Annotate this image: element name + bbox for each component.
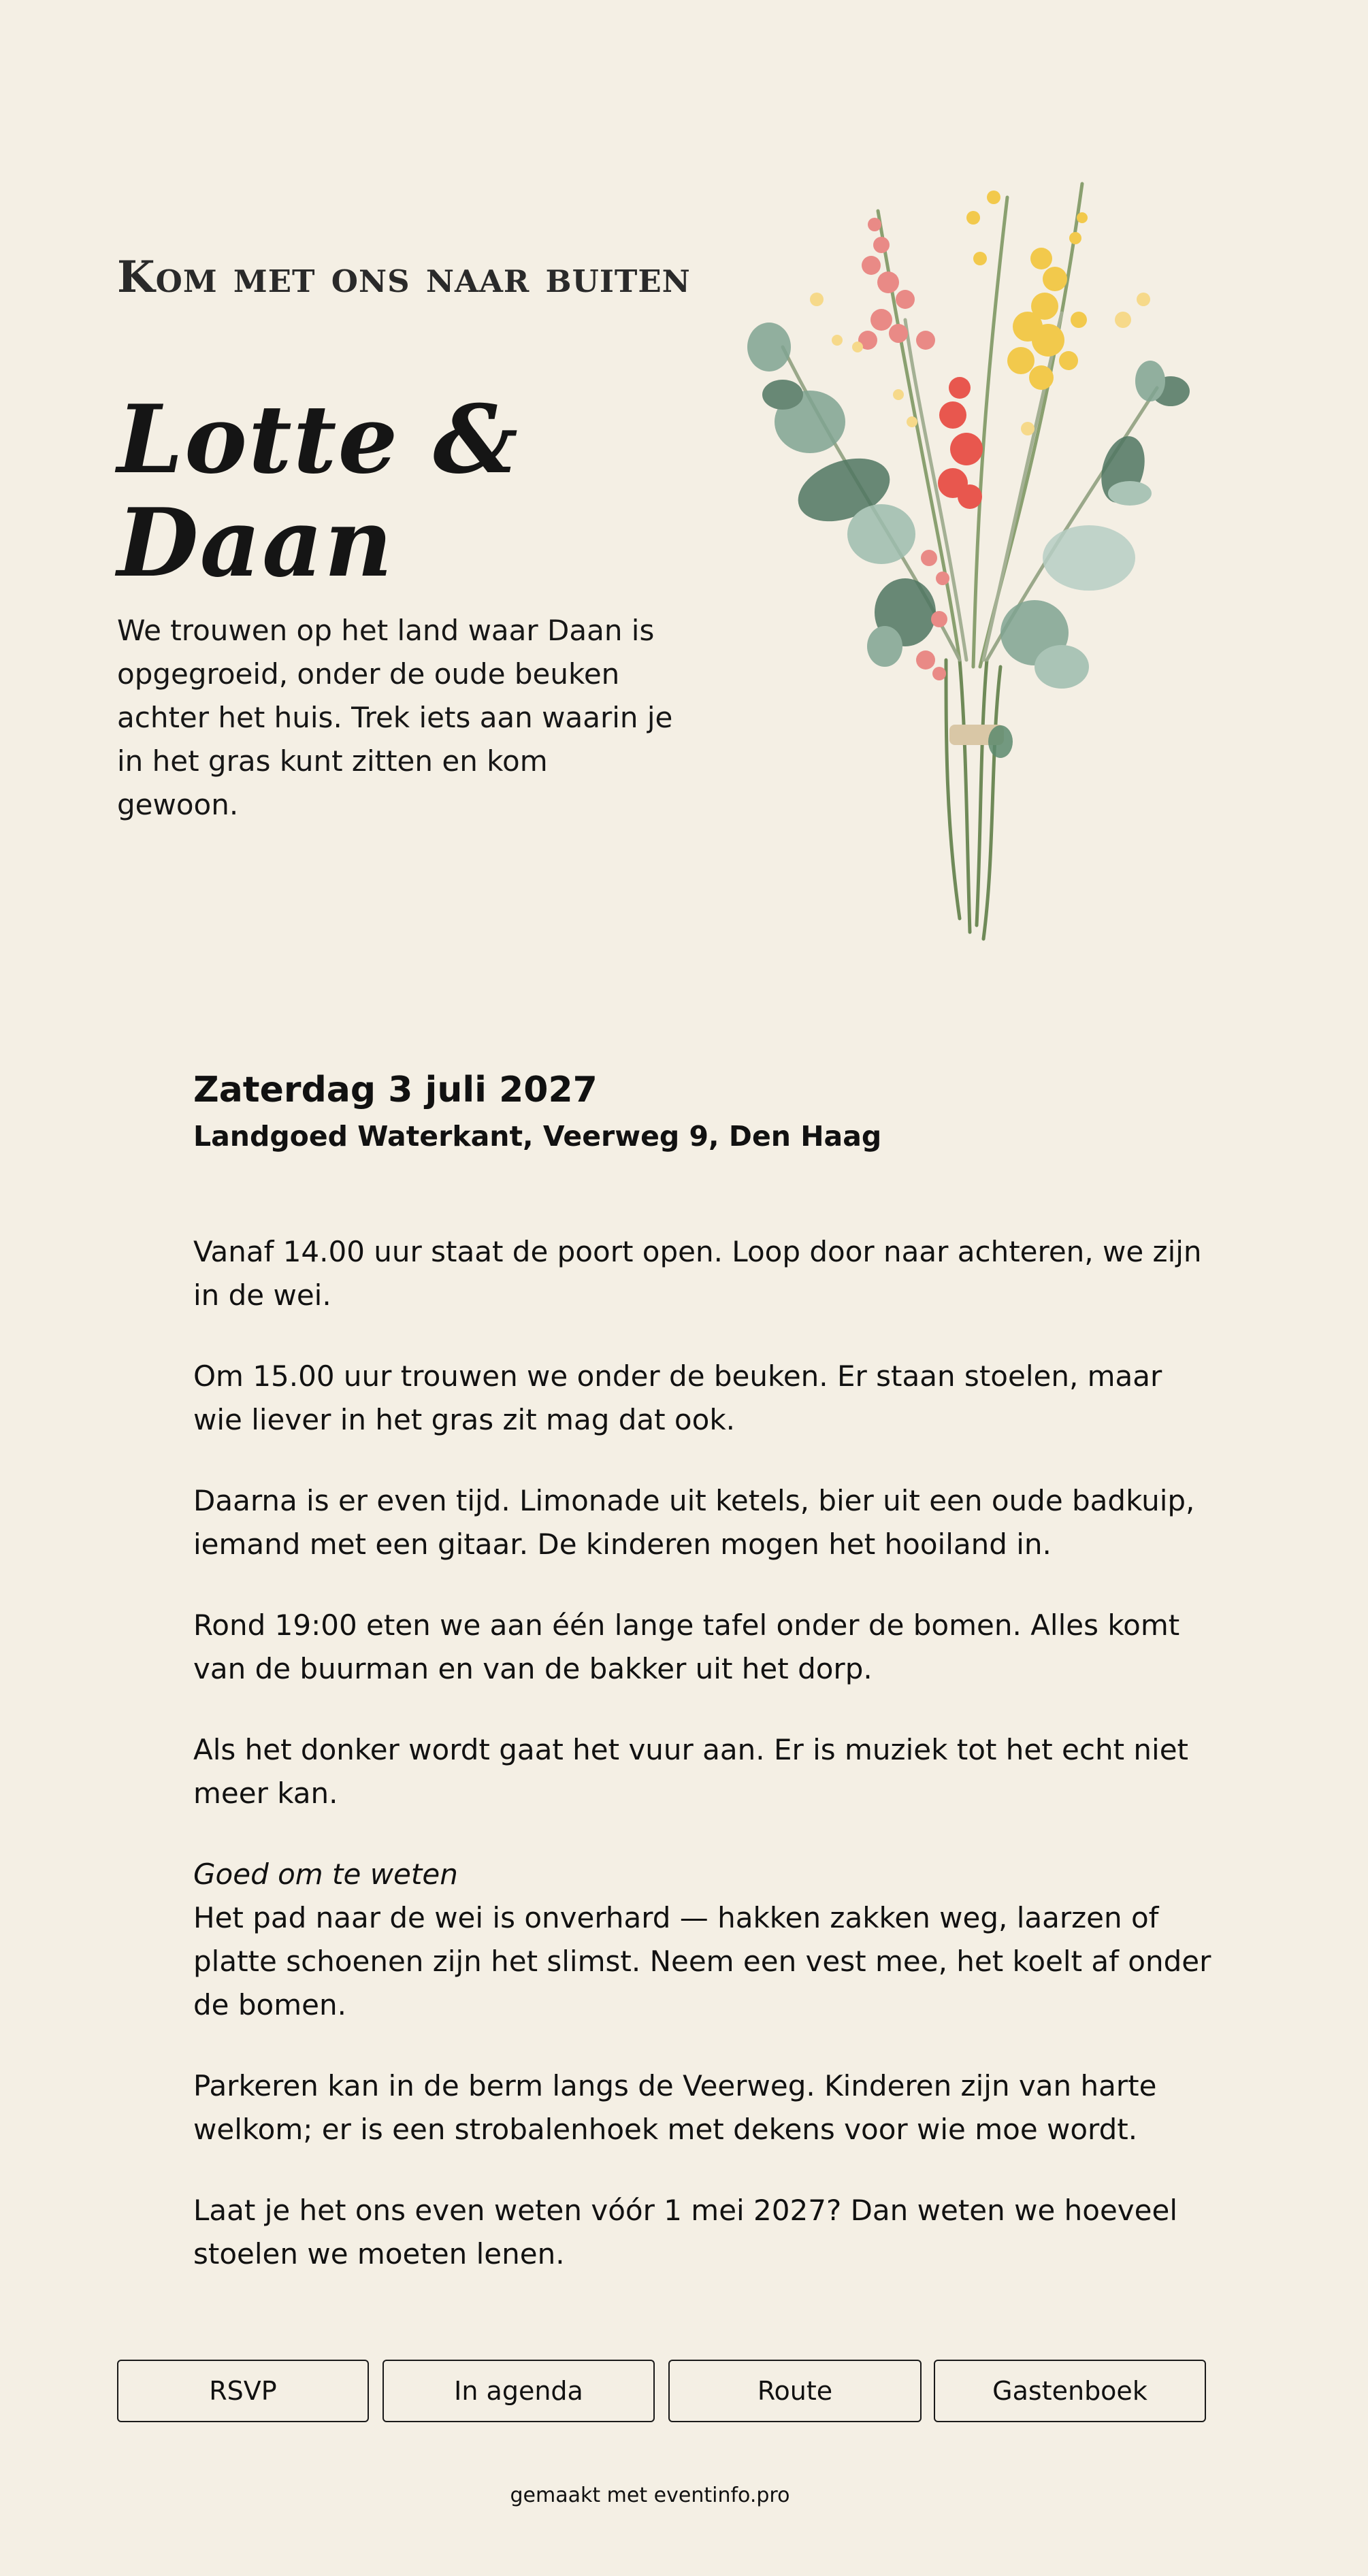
info-paragraph (193, 1853, 1214, 2027)
program-paragraph: Daarna is er even tijd. Limonade uit ketels, bier uit een oude badkuip, iemand met een gitaar. De kinderen mogen het hooiland in. (193, 1484, 1195, 1561)
program-paragraph: Vanaf 14.00 uur staat de poort open. Loop door naar achteren, we zijn in de wei. (193, 1235, 1202, 1312)
guestbook-button[interactable]: Gastenboek (934, 2360, 1206, 2422)
bouquet-illustration (742, 143, 1205, 946)
couple-names: Lotte & Daan (117, 384, 519, 598)
footer-prefix: gemaakt met (510, 2483, 654, 2507)
add-to-calendar-button[interactable]: In agenda (382, 2360, 655, 2422)
footer (0, 2483, 1368, 2507)
footer-link[interactable]: eventinfo.pro (653, 2483, 790, 2507)
event-details (193, 1065, 1214, 2313)
event-venue: Landgoed Waterkant, Veerweg 9, Den Haag (193, 1120, 882, 1153)
intro-text: We trouwen op het land waar Daan is opgegroeid, onder de oude beuken achter het huis. Trek iets aan waarin je in het gras kunt zitten en kom gewoon. (117, 614, 673, 821)
event-date: Zaterdag 3 juli 2027 (193, 1070, 598, 1110)
info-paragraph: Laat je het ons even weten vóór 1 mei 2027? Dan weten we hoeveel stoelen we moeten lenen. (193, 2194, 1178, 2270)
info-paragraph: Parkeren kan in de berm langs de Veerweg. Kinderen zijn van harte welkom; er is een strobalenhoek met dekens voor wie moe wordt. (193, 2069, 1157, 2146)
info-text: Het pad naar de wei is onverhard — hakken zakken weg, laarzen of platte schoenen zijn het slimst. Neem een vest mee, het koelt af onder de bomen. (193, 1901, 1211, 2021)
route-button[interactable]: Route (668, 2360, 922, 2422)
program-paragraph: Om 15.00 uur trouwen we onder de beuken. Er staan stoelen, maar wie liever in het gras zit mag dat ook. (193, 1359, 1162, 1436)
program-paragraph: Als het donker wordt gaat het vuur aan. Er is muziek tot het echt niet meer kan. (193, 1733, 1189, 1810)
program-paragraph: Rond 19:00 eten we aan één lange tafel onder de bomen. Alles komt van de buurman en van de bakker uit het dorp. (193, 1608, 1180, 1685)
info-heading: Goed om te weten (193, 1857, 458, 1891)
rsvp-button[interactable]: RSVP (117, 2360, 369, 2422)
hero-kicker: Kom met ons naar buiten (117, 252, 691, 303)
